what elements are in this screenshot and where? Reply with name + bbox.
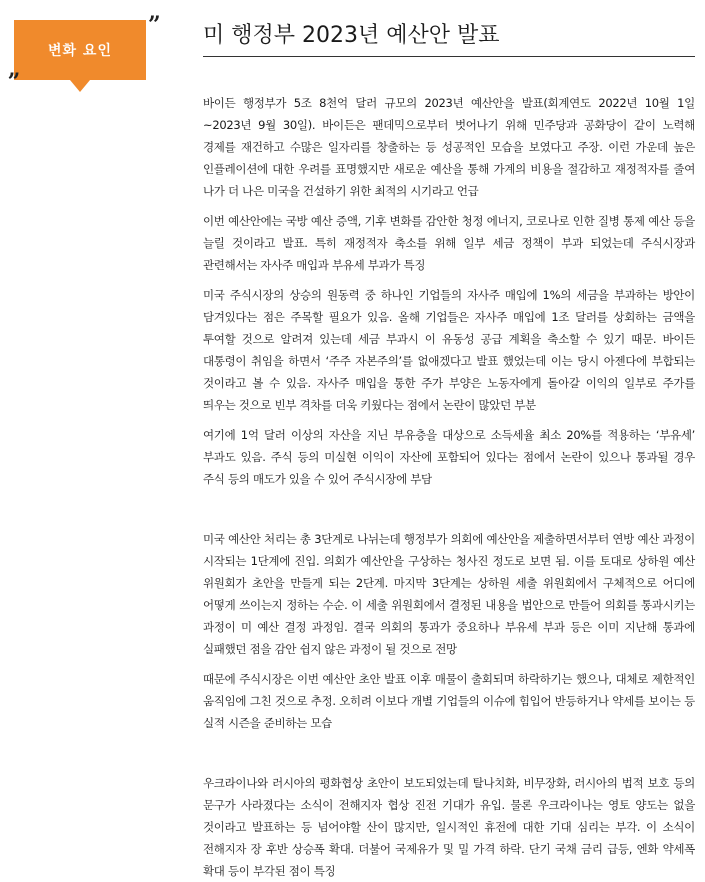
badge-box [14,20,146,80]
section-badge [8,14,160,94]
paragraph: 때문에 주식시장은 이번 예산안 초안 발표 이후 매물이 출회되며 하락하기는 했으나, 대체로 제한적인 움직임에 그친 것으로 추정. 오히려 이보다 개별 기업들의 이슈에 힘입어 반등하거나 약세를 보이는 등 실적 시즌을 준비하는 모습 [203,672,695,730]
paragraph: 바이든 행정부가 5조 8천억 달러 규모의 2023년 예산안을 발표(회계연도 2022년 10월 1일 ~2023년 9월 30일). 바이든은 팬데믹으로부터 벗어나기 위해 민주당과 공화당이 같이 노력해 경제를 재건하고 수많은 일자리를 창출하는 등 성공적인 모습을 보였다고 주장. 이런 가운데 높은 인플레이션에 대한 우려를 표명했지만 새로운 예산을 통해 가계의 비용을 절감하고 재정적자를 줄여 나가 더 나은 미국을 건설하기 위한 최적의 시기라고 언급 [203,96,695,198]
badge-label: 변화 요인 [48,43,112,59]
paragraph: 미국 주식시장의 상승의 원동력 중 하나인 기업들의 자사주 매입에 1%의 세금을 부과하는 방안이 담겨있다는 점은 주목할 필요가 있음. 올해 기업들은 자사주 매입에 1조 달러를 상회하는 금액을 투여할 것으로 알려져 있는데 세금 부과시 이 유동성 공급 계획을 축소할 수 있기 때문. 바이든 대통령이 취임을 하면서 ‘주주 자본주의’를 없애겠다고 발표 했었는데 이는 당시 아젠다에 부합되는 것이라고 볼 수 있음. 자사주 매입을 통한 주가 부양은 노동자에게 돌아갈 이익의 일부로 주가를 띄우는 것으로 빈부 격차를 더욱 키웠다는 점에서 논란이 많았던 부분 [203,288,695,412]
closing-quote-icon: ” [148,12,161,38]
paragraph: 미국 예산안 처리는 총 3단계로 나뉘는데 행정부가 의회에 예산안을 제출하면서부터 연방 예산 과정이 시작되는 1단계에 진입. 의회가 예산안을 구상하는 청사진 정도로 보면 됨. 이를 토대로 상하원 예산 위원회가 초안을 만들게 되는 2단계. 마지막 3단계는 상하원 세출 위원회에서 구체적으로 어디에 어떻게 쓰이는지 정하는 수순. 이 세출 위원회에서 결정된 내용을 법안으로 만들어 의회를 통과시키는 과정이 미 예산 결정 과정임. 결국 의회의 통과가 중요하나 부유세 부과 등은 이미 지난해 통과에 실패했던 점을 감안 쉽지 않은 과정이 될 것으로 전망 [203,532,695,656]
page-title: 미 행정부 2023년 예산안 발표 [203,23,500,48]
paragraph: 이번 예산안에는 국방 예산 증액, 기후 변화를 감안한 청정 에너지, 코로나로 인한 질병 통제 예산 등을 늘릴 것이라고 발표. 특히 재정적자 축소를 위해 일부 세금 정책이 부과 되었는데 주식시장과 관련해서는 자사주 매입과 부유세 부과가 특징 [203,214,695,272]
section-ukraine-russia [203,772,695,882]
badge-pointer-icon [70,80,90,92]
opening-quote-icon: „ [8,56,21,82]
paragraph: 여기에 1억 달러 이상의 자산을 지닌 부유층을 대상으로 소득세율 최소 20%를 적용하는 ‘부유세’ 부과도 있음. 주식 등의 미실현 이익이 자산에 포함되어 있다는 점에서 논란이 있으나 통과될 경우 주식 등의 매도가 있을 수 있어 주식시장에 부담 [203,428,695,486]
title-divider [203,56,695,57]
section-budget-overview [203,92,695,490]
article-body [203,92,695,882]
paragraph: 우크라이나와 러시아의 평화협상 초안이 보도되었는데 탈나치화, 비무장화, 러시아의 법적 보호 등의 문구가 사라졌다는 소식이 전해지자 협상 진전 기대가 유입. 물론 우크라이나는 영토 양도는 없을 것이라고 발표하는 등 넘어야할 산이 많지만, 일시적인 휴전에 대한 기대 심리는 부각. 이 소식이 전해지자 장 후반 상승폭 확대. 더불어 국제유가 및 밀 가격 하락. 단기 국채 금리 급등, 엔화 약세폭 확대 등이 부각된 점이 특징 [203,776,695,878]
section-budget-process [203,528,695,734]
